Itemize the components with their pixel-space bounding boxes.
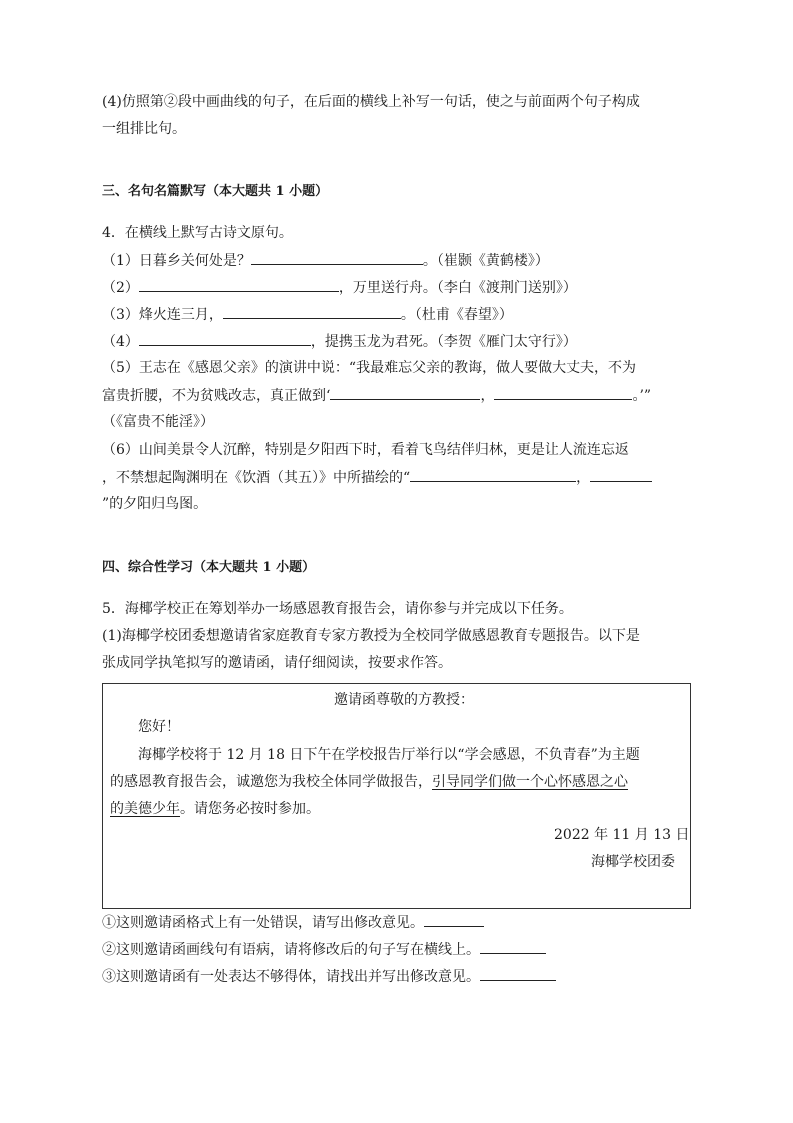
task-1 [102, 912, 484, 933]
dictation-item-3-prefix: （3）烽火连三月， [102, 307, 223, 323]
q4-part4-line1: (4)仿照第②段中画曲线的句子，在后面的横线上补写一句话，使之与前面两个句子构成 [102, 94, 640, 110]
answer-blank[interactable] [330, 385, 480, 400]
letter-title: 邀请函尊敬的方教授： [334, 692, 474, 708]
section3-heading: 三、名句名篇默写（本大题共 1 小题） [102, 184, 329, 199]
q4-part4-line2: 一组排比句。 [102, 121, 186, 137]
dictation-item-3-suffix: 。（杜甫《春望》） [400, 307, 513, 323]
answer-blank[interactable] [139, 277, 339, 292]
invitation-letter-box [102, 683, 691, 909]
q5-sub1-line2: 张成同学执笔拟写的邀请函，请仔细阅读，按要求作答。 [102, 655, 452, 671]
letter-signature: 海椰学校团委 [591, 854, 675, 870]
q4-intro: 4．在横线上默写古诗文原句。 [102, 225, 293, 241]
underlined-sentence: 引导同学们做一个心怀感恩之心 [432, 774, 628, 790]
dictation-item-4 [102, 331, 577, 352]
dictation-item-5-line1: （5）王志在《感恩父亲》的演讲中说：“我最难忘父亲的教诲，做人要做大丈夫，不为 [102, 360, 637, 376]
dictation-item-1-suffix: 。（崔颢《黄鹤楼》） [422, 253, 549, 269]
answer-blank[interactable] [494, 385, 632, 400]
task-3 [102, 966, 556, 987]
dictation-item-6-line1: （6）山间美景令人沉醉，特别是夕阳西下时，看着飞鸟结伴归林，更是让人流连忘返 [102, 442, 629, 458]
letter-greeting: 您好！ [138, 719, 180, 735]
answer-blank[interactable] [410, 467, 576, 482]
dictation-item-5-comma: ， [480, 388, 495, 404]
answer-blank[interactable] [480, 939, 546, 954]
dictation-item-5-line2 [102, 385, 651, 406]
letter-body-line1: 海椰学校将于 12 月 18 日下午在学校报告厅举行以“学会感恩，不负青春”为主题 [138, 747, 640, 763]
task-3-text: ③这则邀请函有一处表达不够得体，请找出并写出修改意见。 [102, 969, 480, 985]
letter-body-line3 [110, 799, 320, 819]
q5-sub1-line1: (1)海椰学校团委想邀请省家庭教育专家方教授为全校同学做感恩教育专题报告。以下是 [102, 628, 640, 644]
dictation-item-6-prefix: ，不禁想起陶渊明在《饮酒（其五）》中所描绘的“ [102, 470, 411, 486]
letter-body-line3-text: 。请您务必按时参加。 [180, 801, 320, 817]
task-2 [102, 939, 546, 960]
dictation-item-5-suffix: 。’” [632, 388, 652, 404]
dictation-item-4-suffix: ，提携玉龙为君死。（李贺《雁门太守行》） [310, 334, 577, 350]
dictation-item-1-prefix: （1）日暮乡关何处是？ [102, 253, 251, 269]
task-1-text: ①这则邀请函格式上有一处错误，请写出修改意见。 [102, 915, 424, 931]
dictation-item-6-line2 [102, 467, 652, 488]
dictation-item-5-prefix: 富贵折腰，不为贫贱改志，真正做到‘ [102, 388, 331, 404]
dictation-item-6-comma: ， [576, 470, 591, 486]
letter-body-line2 [110, 772, 628, 792]
dictation-item-1 [102, 250, 549, 271]
letter-date: 2022 年 11 月 13 日 [554, 827, 690, 843]
letter-body-line2-text: 的感恩教育报告会，诚邀您为我校全体同学做报告， [110, 774, 432, 790]
answer-blank[interactable] [139, 331, 311, 346]
answer-blank[interactable] [480, 966, 556, 981]
task-2-text: ②这则邀请函画线句有语病，请将修改后的句子写在横线上。 [102, 942, 480, 958]
dictation-item-2 [102, 277, 577, 298]
dictation-item-3 [102, 304, 513, 325]
dictation-item-2-prefix: （2） [102, 280, 139, 296]
section4-heading: 四、综合性学习（本大题共 1 小题） [102, 560, 316, 575]
answer-blank[interactable] [590, 467, 652, 482]
dictation-item-6-line3: ”的夕阳归鸟图。 [102, 496, 208, 512]
dictation-item-2-suffix: ，万里送行舟。（李白《渡荆门送别》） [338, 280, 577, 296]
answer-blank[interactable] [223, 304, 401, 319]
dictation-item-5-source: （《富贵不能淫》） [102, 414, 214, 430]
underlined-sentence-end: 的美德少年 [110, 801, 180, 817]
dictation-item-4-prefix: （4） [102, 334, 139, 350]
q5-intro: 5．海椰学校正在筹划举办一场感恩教育报告会，请你参与并完成以下任务。 [102, 601, 573, 617]
answer-blank[interactable] [251, 250, 423, 265]
answer-blank[interactable] [424, 912, 484, 927]
